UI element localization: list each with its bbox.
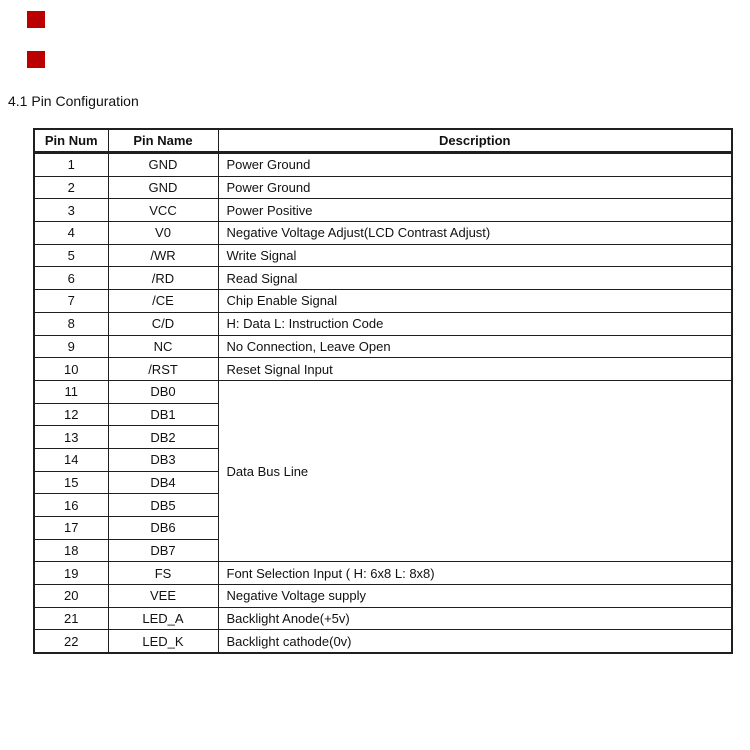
description-cell: Backlight Anode(+5v) [218, 607, 732, 630]
pin-num-cell: 9 [34, 335, 108, 358]
table-body [34, 153, 732, 654]
col-header-pin-name: Pin Name [108, 129, 218, 153]
pin-name-cell: DB1 [108, 403, 218, 426]
pin-num-cell: 3 [34, 199, 108, 222]
pin-name-cell: VCC [108, 199, 218, 222]
pin-name-cell: /CE [108, 290, 218, 313]
table-row [34, 244, 732, 267]
section-heading: 4.1 Pin Configuration [8, 93, 139, 109]
table-row [34, 380, 732, 403]
table-row [34, 267, 732, 290]
pin-name-cell: NC [108, 335, 218, 358]
description-cell: Power Positive [218, 199, 732, 222]
table-row [34, 562, 732, 585]
pin-num-cell: 13 [34, 426, 108, 449]
description-cell: Font Selection Input ( H: 6x8 L: 8x8) [218, 562, 732, 585]
pin-name-cell: DB6 [108, 517, 218, 540]
description-cell: Backlight cathode(0v) [218, 630, 732, 653]
pin-configuration-table [33, 128, 733, 654]
description-cell: Negative Voltage supply [218, 585, 732, 608]
pin-name-cell: DB5 [108, 494, 218, 517]
table-row [34, 630, 732, 653]
table-row [34, 176, 732, 199]
description-cell: H: Data L: Instruction Code [218, 312, 732, 335]
pin-name-cell: V0 [108, 222, 218, 245]
pin-num-cell: 16 [34, 494, 108, 517]
description-cell: Write Signal [218, 244, 732, 267]
pin-name-cell: DB2 [108, 426, 218, 449]
pin-num-cell: 22 [34, 630, 108, 653]
description-cell: Chip Enable Signal [218, 290, 732, 313]
pin-name-cell: GND [108, 176, 218, 199]
table-row [34, 199, 732, 222]
pin-name-cell: DB4 [108, 471, 218, 494]
pin-num-cell: 10 [34, 358, 108, 381]
pin-num-cell: 12 [34, 403, 108, 426]
pin-num-cell: 17 [34, 517, 108, 540]
pin-num-cell: 18 [34, 539, 108, 562]
pin-name-cell: LED_K [108, 630, 218, 653]
description-cell: Read Signal [218, 267, 732, 290]
description-cell: Power Ground [218, 153, 732, 177]
description-cell-merged: Data Bus Line [218, 380, 732, 562]
pin-num-cell: 4 [34, 222, 108, 245]
table-row [34, 335, 732, 358]
pin-name-cell: VEE [108, 585, 218, 608]
col-header-description: Description [218, 129, 732, 153]
pin-num-cell: 14 [34, 448, 108, 471]
pin-num-cell: 15 [34, 471, 108, 494]
pin-num-cell: 19 [34, 562, 108, 585]
pin-num-cell: 8 [34, 312, 108, 335]
description-cell: Power Ground [218, 176, 732, 199]
col-header-pin-num: Pin Num [34, 129, 108, 153]
pin-num-cell: 7 [34, 290, 108, 313]
pin-name-cell: DB7 [108, 539, 218, 562]
pin-num-cell: 11 [34, 380, 108, 403]
pin-name-cell: /RST [108, 358, 218, 381]
pin-name-cell: LED_A [108, 607, 218, 630]
pin-name-cell: DB0 [108, 380, 218, 403]
pin-name-cell: /WR [108, 244, 218, 267]
description-cell: Negative Voltage Adjust(LCD Contrast Adjust) [218, 222, 732, 245]
table-row [34, 222, 732, 245]
table-row [34, 607, 732, 630]
description-cell: No Connection, Leave Open [218, 335, 732, 358]
table-row [34, 585, 732, 608]
pin-num-cell: 20 [34, 585, 108, 608]
table-row [34, 358, 732, 381]
table-row [34, 290, 732, 313]
pin-name-cell: GND [108, 153, 218, 177]
pin-name-cell: DB3 [108, 448, 218, 471]
pin-num-cell: 5 [34, 244, 108, 267]
red-square-marker-bottom [27, 51, 45, 68]
table-row [34, 312, 732, 335]
pin-num-cell: 1 [34, 153, 108, 177]
description-cell: Reset Signal Input [218, 358, 732, 381]
pin-name-cell: C/D [108, 312, 218, 335]
pin-num-cell: 2 [34, 176, 108, 199]
pin-num-cell: 21 [34, 607, 108, 630]
table-row [34, 153, 732, 177]
pin-name-cell: FS [108, 562, 218, 585]
table-header-row [34, 129, 732, 153]
pin-num-cell: 6 [34, 267, 108, 290]
pin-name-cell: /RD [108, 267, 218, 290]
red-square-marker-top [27, 11, 45, 28]
